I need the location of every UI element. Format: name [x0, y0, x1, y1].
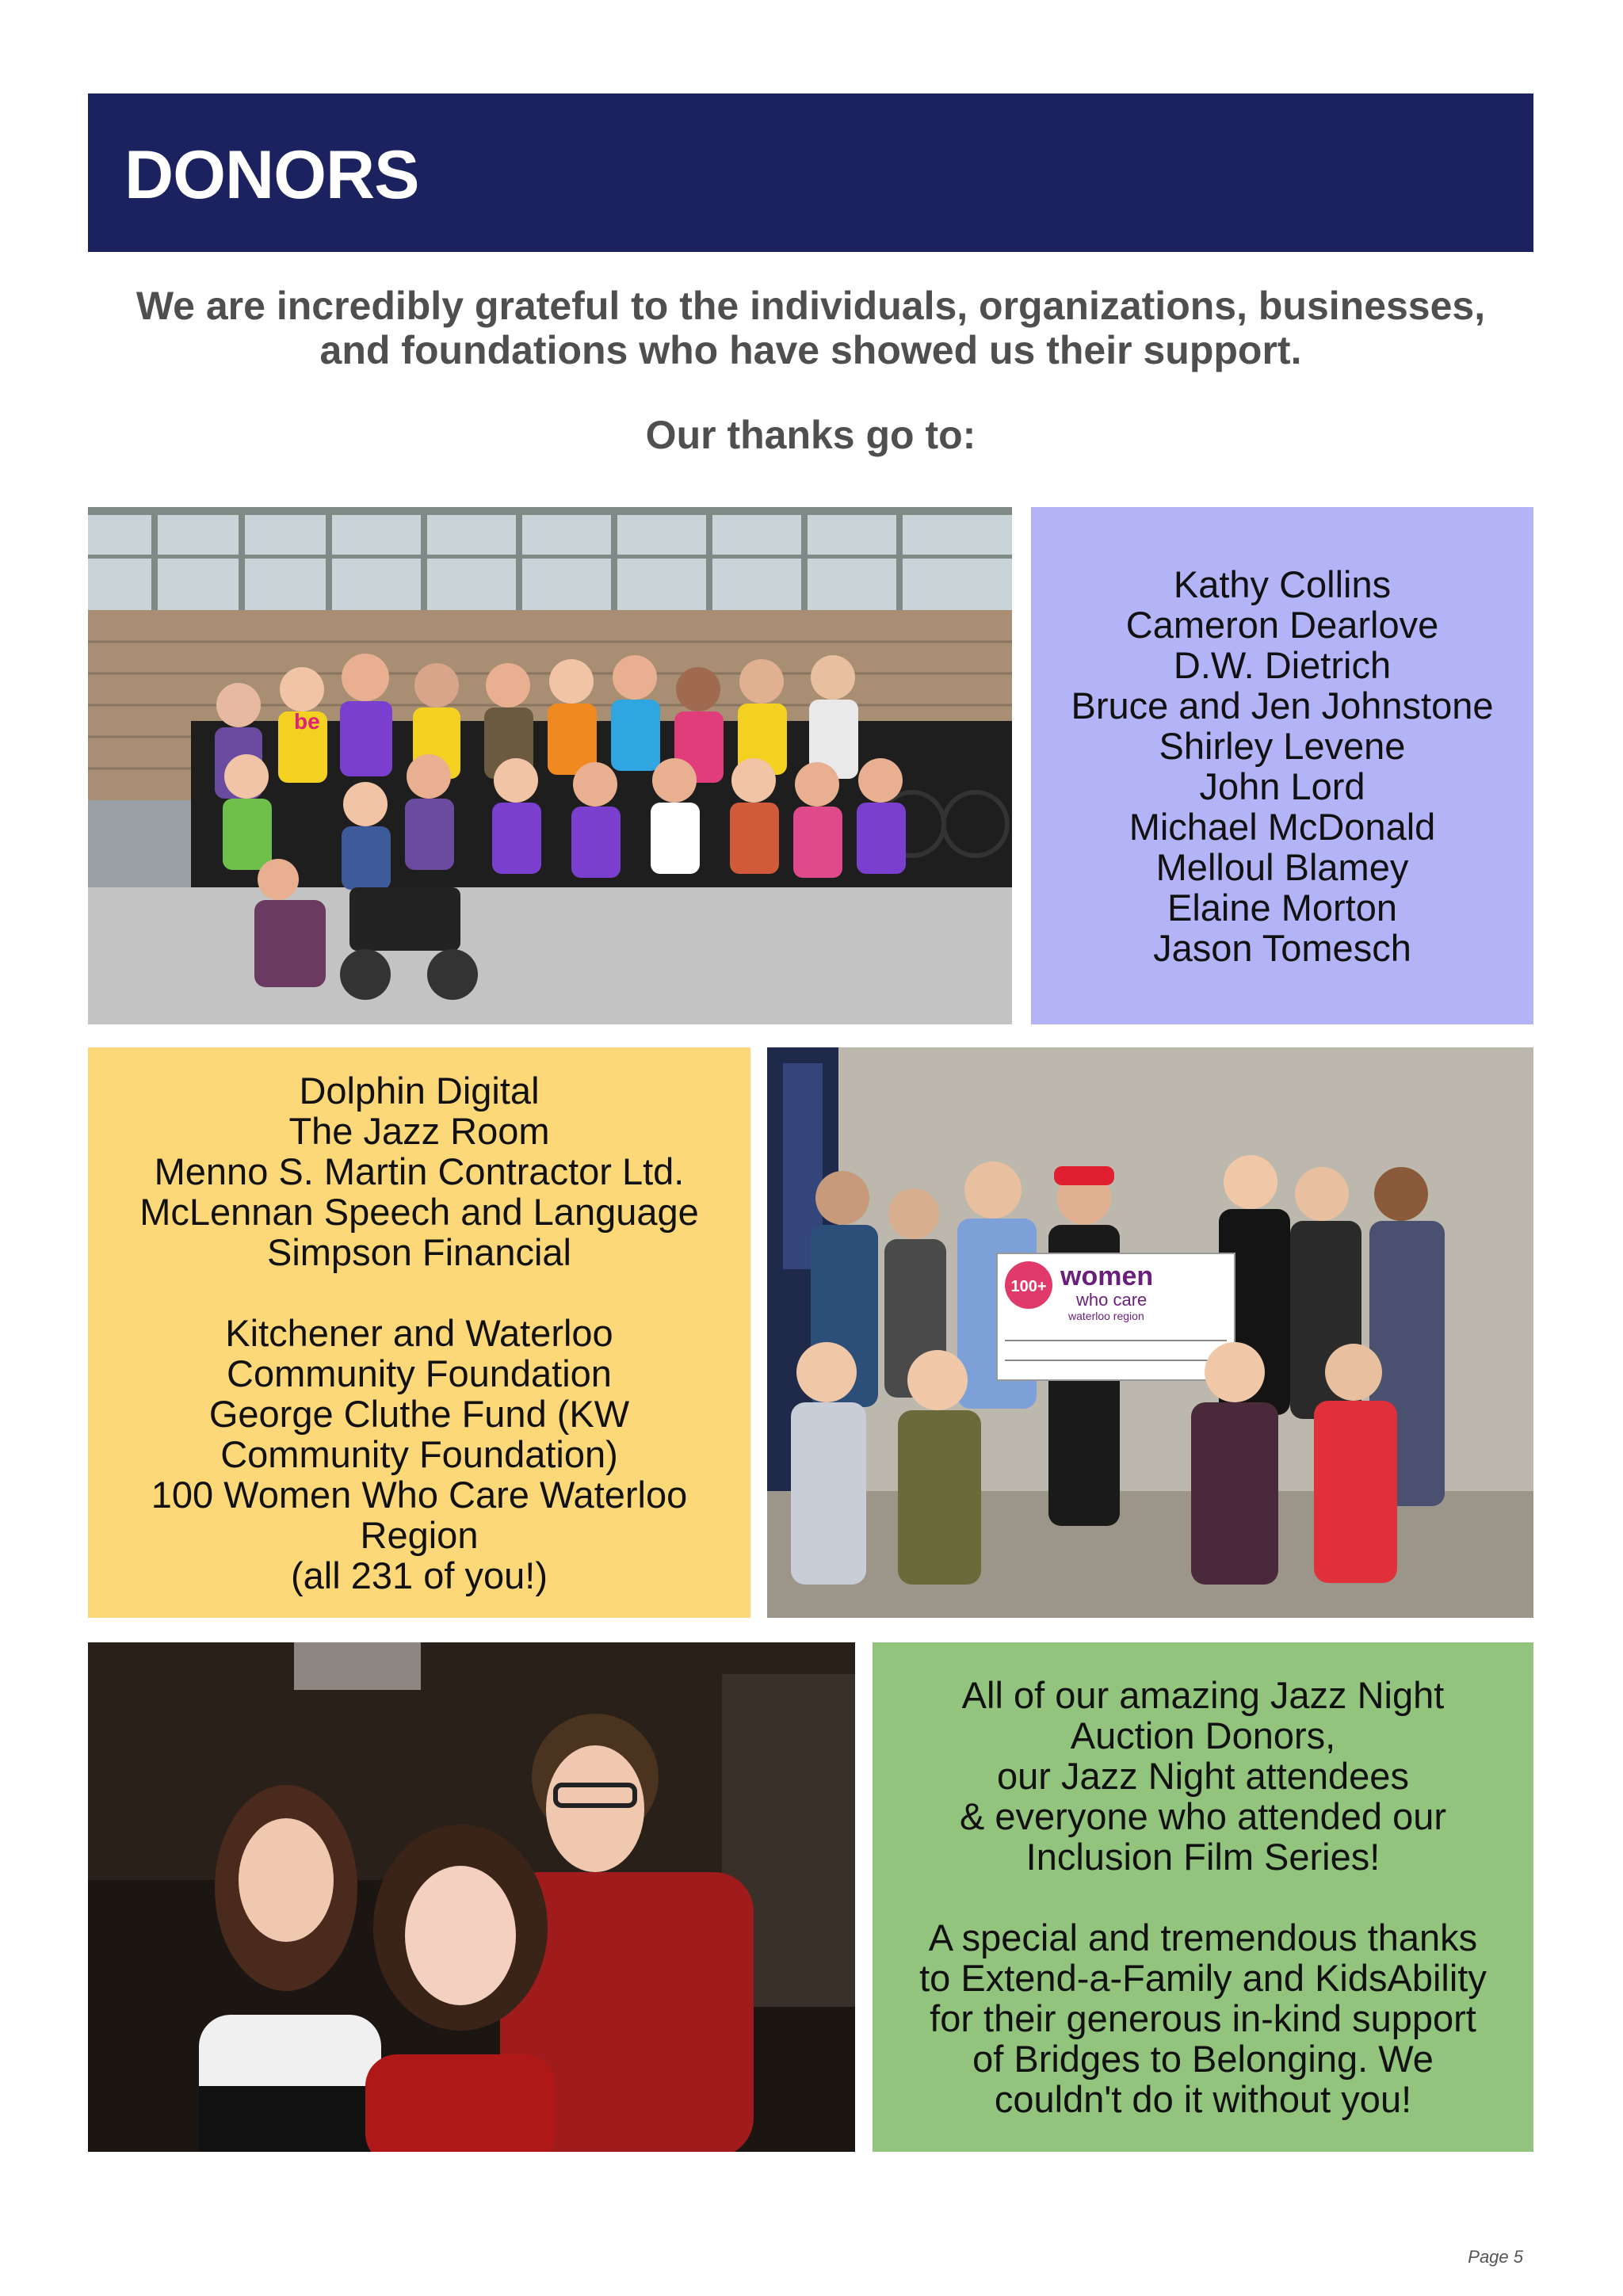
foundation-donor: 100 Women Who Care Waterloo: [151, 1473, 688, 1516]
organization-donors-panel: [88, 1047, 750, 1618]
donor-name: Bruce and Jen Johnstone: [1071, 684, 1494, 727]
donor-name: Shirley Levene: [1159, 724, 1406, 767]
page-number: Page 5: [1468, 2247, 1523, 2267]
foundation-donor: Region: [360, 1513, 479, 1556]
thanks-line: couldn't do it without you!: [994, 2078, 1412, 2120]
business-donor: Simpson Financial: [266, 1230, 571, 1273]
thanks-line: to Extend-a-Family and KidsAbility: [919, 1957, 1487, 1999]
donor-name: Elaine Morton: [1167, 886, 1397, 929]
cheque-badge: 100+: [1010, 1278, 1047, 1295]
cheque-logo-sub: waterloo region: [1068, 1310, 1144, 1322]
foundation-donor: (all 231 of you!): [291, 1554, 548, 1596]
intro-text: [88, 284, 1533, 372]
shirt-text: be: [294, 709, 320, 734]
thanks-line: Inclusion Film Series!: [1025, 1836, 1381, 1878]
donor-name: Michael McDonald: [1128, 805, 1436, 848]
donor-name: John Lord: [1199, 765, 1365, 807]
donor-name: Melloul Blamey: [1155, 845, 1409, 888]
foundation-donor: Community Foundation: [227, 1352, 612, 1394]
donor-name: Cameron Dearlove: [1125, 603, 1439, 646]
cheque-logo-mid: who care: [1076, 1290, 1148, 1310]
thanks-heading: Our thanks go to:: [645, 413, 976, 457]
individual-donors-panel: [1031, 507, 1533, 1024]
special-thanks-panel: [873, 1642, 1533, 2152]
foundation-donor: Community Foundation): [220, 1432, 618, 1475]
donor-name: D.W. Dietrich: [1173, 643, 1392, 686]
donor-name: Kathy Collins: [1173, 563, 1392, 605]
business-donor: Menno S. Martin Contractor Ltd.: [154, 1150, 685, 1192]
page-title: DONORS: [124, 137, 419, 213]
foundation-donor: George Cluthe Fund (KW: [208, 1392, 630, 1435]
thanks-line: All of our amazing Jazz Night: [961, 1674, 1445, 1716]
cheque-presentation-photo: [767, 1047, 1533, 1618]
intro-line-2: and foundations who have showed us their support.: [319, 328, 1302, 372]
business-donor: Dolphin Digital: [299, 1069, 540, 1112]
jazz-night-photo: [88, 1642, 855, 2152]
donor-name: Jason Tomesch: [1153, 926, 1411, 969]
group-photo: [88, 507, 1012, 1024]
thanks-line: for their generous in-kind support: [930, 1997, 1476, 2039]
business-donor: McLennan Speech and Language: [139, 1190, 699, 1233]
thanks-line: of Bridges to Belonging. We: [972, 2038, 1434, 2080]
business-donor: The Jazz Room: [288, 1109, 550, 1152]
thanks-line: A special and tremendous thanks: [928, 1917, 1478, 1958]
thanks-line: Auction Donors,: [1070, 1714, 1336, 1756]
cheque-logo-top: women: [1060, 1261, 1154, 1291]
thanks-line: & everyone who attended our: [959, 1795, 1447, 1837]
thanks-line: our Jazz Night attendees: [997, 1755, 1409, 1797]
intro-line-1: We are incredibly grateful to the individuals, organizations, businesses,: [136, 284, 1486, 328]
foundation-donor: Kitchener and Waterloo: [225, 1311, 613, 1354]
header-bar: [88, 93, 1533, 252]
